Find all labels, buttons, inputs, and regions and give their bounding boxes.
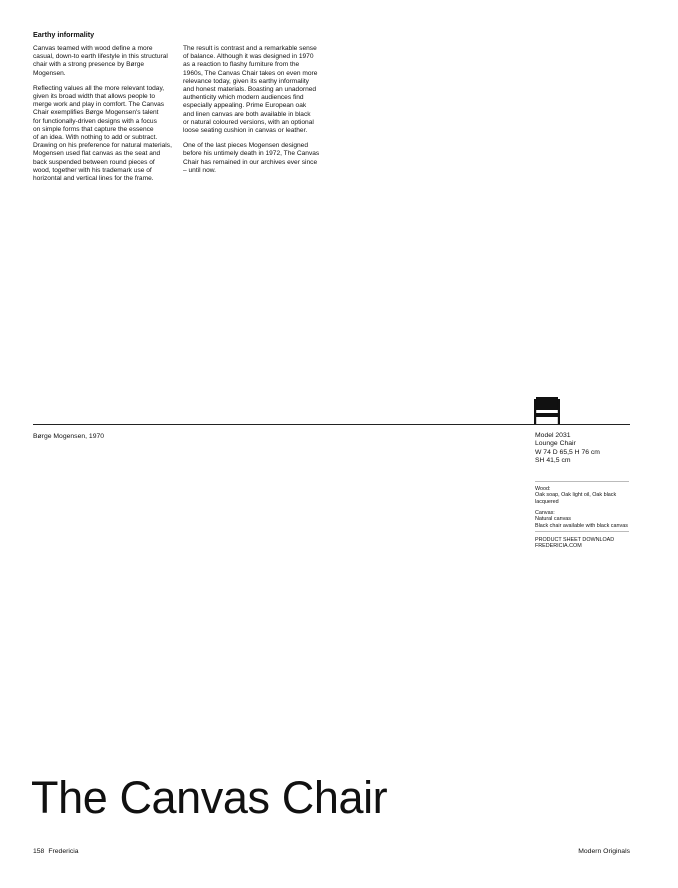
designer-credit: Børge Mogensen, 1970 bbox=[33, 433, 105, 440]
section-name: Modern Originals bbox=[578, 848, 630, 855]
paragraph: Reflecting values all the more relevant today, given its broad width that allows people to merge work and play in comfort. The Canvas Chair exemplifies Børge Mogensen's talent for functionally-driven designs with a focus on simple forms that capture the essence of an idea. With nothing to add or subtract. Drawing on his preference for natural materials, Mogensen used flat canvas as the seat and back suspended between round pieces of wood, together with his trademark use of horizontal and vertical lines for the frame. bbox=[33, 84, 172, 183]
canvas-spec: Canvas: Natural canvas Black chair available with black canvas bbox=[535, 510, 628, 529]
paragraph: The result is contrast and a remarkable sense of balance. Although it was designed in 1970 as a reaction to flashy furniture from the 1960s, The Canvas Chair takes on even more relevance today, given its earthy informality and honest materials. Boasting an unadorned authenticity which modern audiences find especially appealing. Prime European oak and linen canvas are both available in black or natural coloured versions, with an optional loose seating cushion in canvas or leather. bbox=[183, 45, 318, 135]
section-heading: Earthy informality bbox=[33, 30, 95, 39]
body-column-left bbox=[33, 45, 183, 190]
model-info: Model 2031 Lounge Chair W 74 D 65,5 H 76 cm SH 41,5 cm bbox=[535, 432, 600, 464]
wood-spec: Wood: Oak soap, Oak light oil, Oak black lacquered bbox=[535, 486, 617, 505]
divider bbox=[535, 481, 629, 482]
chair-icon bbox=[533, 395, 561, 425]
horizontal-rule bbox=[33, 424, 630, 425]
page-number: 158 bbox=[33, 848, 45, 855]
body-column-right bbox=[183, 45, 333, 182]
brand-name: Fredericia bbox=[48, 848, 79, 855]
divider bbox=[535, 531, 629, 532]
paragraph: One of the last pieces Mogensen designed before his untimely death in 1972, The Canvas Chair has remained in our archives ever since – until now. bbox=[183, 142, 320, 174]
footer-folio bbox=[33, 848, 79, 855]
product-sheet-link[interactable]: PRODUCT SHEET DOWNLOAD FREDERICIA.COM bbox=[535, 537, 615, 550]
paragraph: Canvas teamed with wood define a more casual, down-to earth lifestyle in this structural chair with a strong presence by Børge Mogensen. bbox=[33, 45, 168, 77]
page-title: The Canvas Chair bbox=[31, 772, 388, 823]
